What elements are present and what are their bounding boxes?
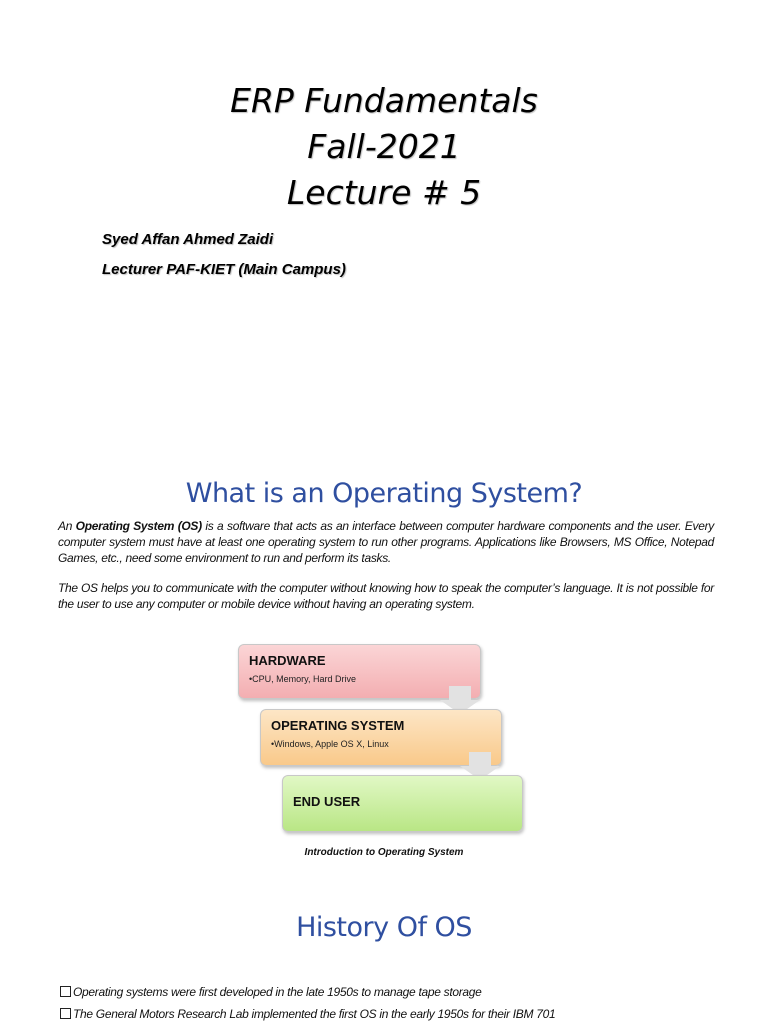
os-paragraph-1-rest: is a software that acts as an interface between computer hardware components and the user. Every computer system must have at least one operating system to run other programs. Applications like Browsers, MS Office, Notepad Games, etc., need some environment to run and perform its tasks. [58, 519, 714, 565]
lecture-title-line2: Fall-2021 [307, 127, 461, 166]
hardware-box [238, 644, 481, 699]
author-name: Syed Affan Ahmed Zaidi [102, 231, 274, 248]
diagram-caption: Introduction to Operating System [304, 847, 464, 858]
os-paragraph-1 [58, 518, 714, 566]
arrow-down-icon [469, 752, 491, 766]
checkbox-bullet-icon [60, 1008, 71, 1019]
hardware-bullet: •CPU, Memory, Hard Drive [249, 674, 356, 684]
hardware-title: HARDWARE [249, 653, 326, 668]
arrow-down-icon [449, 686, 471, 700]
history-bullet-2-text: The General Motors Research Lab implemented the first OS in the early 1950s for their IBM 701 [73, 1007, 556, 1021]
checkbox-bullet-icon [60, 986, 71, 997]
history-bullet-2 [60, 1007, 555, 1021]
os-paragraph-2: The OS helps you to communicate with the computer without knowing how to speak the computer’s language. It is not possible for the user to use any computer or mobile device without having an operating system. [58, 581, 714, 611]
operating-system-bullet: •Windows, Apple OS X, Linux [271, 739, 389, 749]
author-title: Lecturer PAF-KIET (Main Campus) [102, 261, 346, 278]
operating-system-box [260, 709, 502, 766]
history-bullet-1-text: Operating systems were first developed in the late 1950s to manage tape storage [73, 985, 482, 999]
lecture-title-line3: Lecture # 5 [286, 173, 482, 212]
lecture-title-line1: ERP Fundamentals [230, 81, 538, 120]
history-bullet-1 [60, 985, 482, 999]
end-user-title: END USER [293, 794, 361, 809]
end-user-box [282, 775, 523, 832]
os-paragraph-1-prefix: An [58, 519, 76, 533]
operating-system-title: OPERATING SYSTEM [271, 718, 405, 733]
history-heading: History Of OS [296, 912, 472, 943]
os-heading: What is an Operating System? [185, 478, 583, 509]
os-term-bold: Operating System (OS) [75, 519, 202, 533]
